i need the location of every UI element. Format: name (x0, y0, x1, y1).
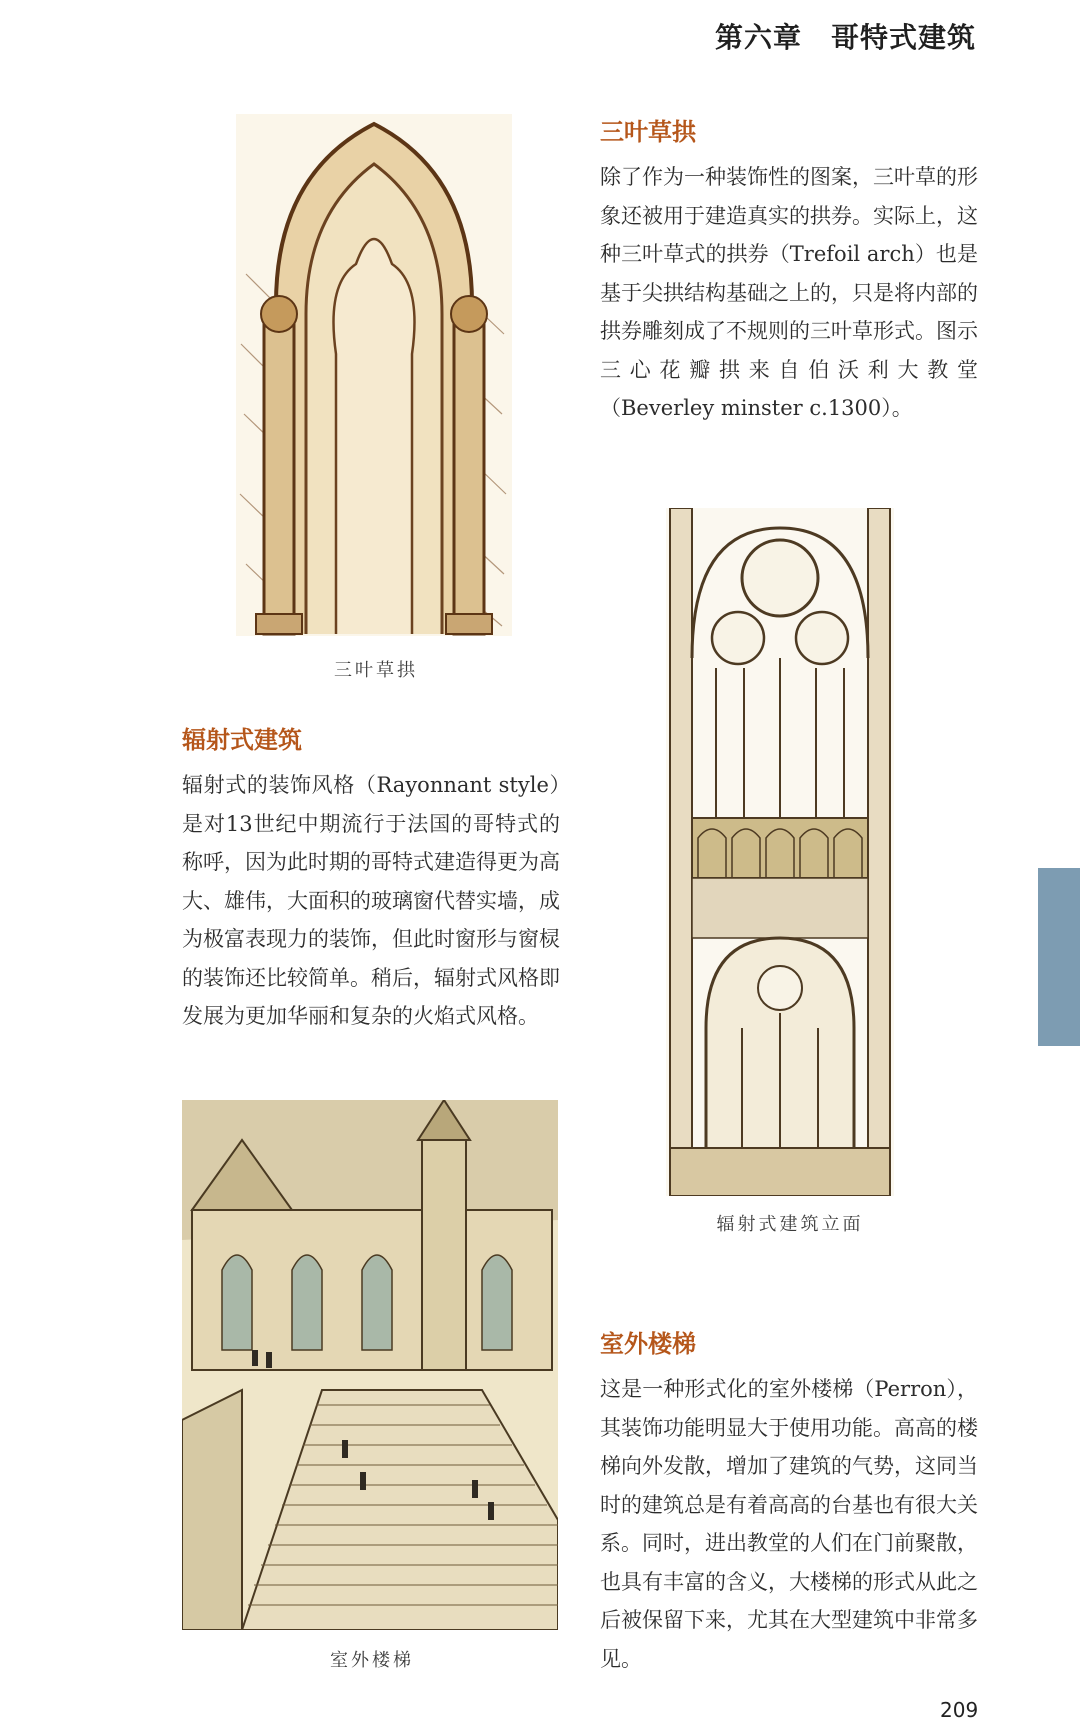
section-title-perron: 室外楼梯 (600, 1330, 696, 1358)
trefoil-arch-illustration (236, 114, 512, 636)
perron-stairs-illustration (182, 1100, 558, 1630)
section-body-rayonnant: 辐射式的装饰风格（Rayonnant style）是对13世纪中期流行于法国的哥特式的称呼，因为此时期的哥特式建造得更为高大、雄伟，大面积的玻璃窗代替实墙，成为极富表现力的装饰，但此时窗形与窗棂的装饰还比较简单。稍后，辐射式风格即发展为更加华丽和复杂的火焰式风格。 (182, 773, 560, 1028)
page-number: 209 (940, 1698, 979, 1722)
figure-caption-rayonnant: 辐射式建筑立面 (716, 1214, 864, 1235)
section-title-trefoil: 三叶草拱 (600, 118, 696, 146)
section-title-rayonnant: 辐射式建筑 (182, 726, 302, 754)
section-body-trefoil: 除了作为一种装饰性的图案，三叶草的形象还被用于建造真实的拱券。实际上，这种三叶草式的拱券（Trefoil arch）也是基于尖拱结构基础之上的，只是将内部的拱券雕刻成了不规则的三叶草形式。图示三心花瓣拱来自伯沃利大教堂（Beverley minster c.1300）。 (600, 165, 978, 420)
section-body-perron: 这是一种形式化的室外楼梯（Perron），其装饰功能明显大于使用功能。高高的楼梯向外发散，增加了建筑的气势，这同当时的建筑总是有着高高的台基也有很大关系。同时，进出教堂的人们在门前聚散，也具有丰富的含义，大楼梯的形式从此之后被保留下来，尤其在大型建筑中非常多见。 (600, 1377, 978, 1671)
figure-caption-perron: 室外楼梯 (330, 1650, 414, 1671)
figure-caption-trefoil: 三叶草拱 (334, 660, 418, 681)
rayonnant-elevation-illustration (666, 508, 894, 1196)
chapter-side-tab (1038, 868, 1080, 1046)
chapter-header: 第六章 哥特式建筑 (714, 21, 976, 54)
